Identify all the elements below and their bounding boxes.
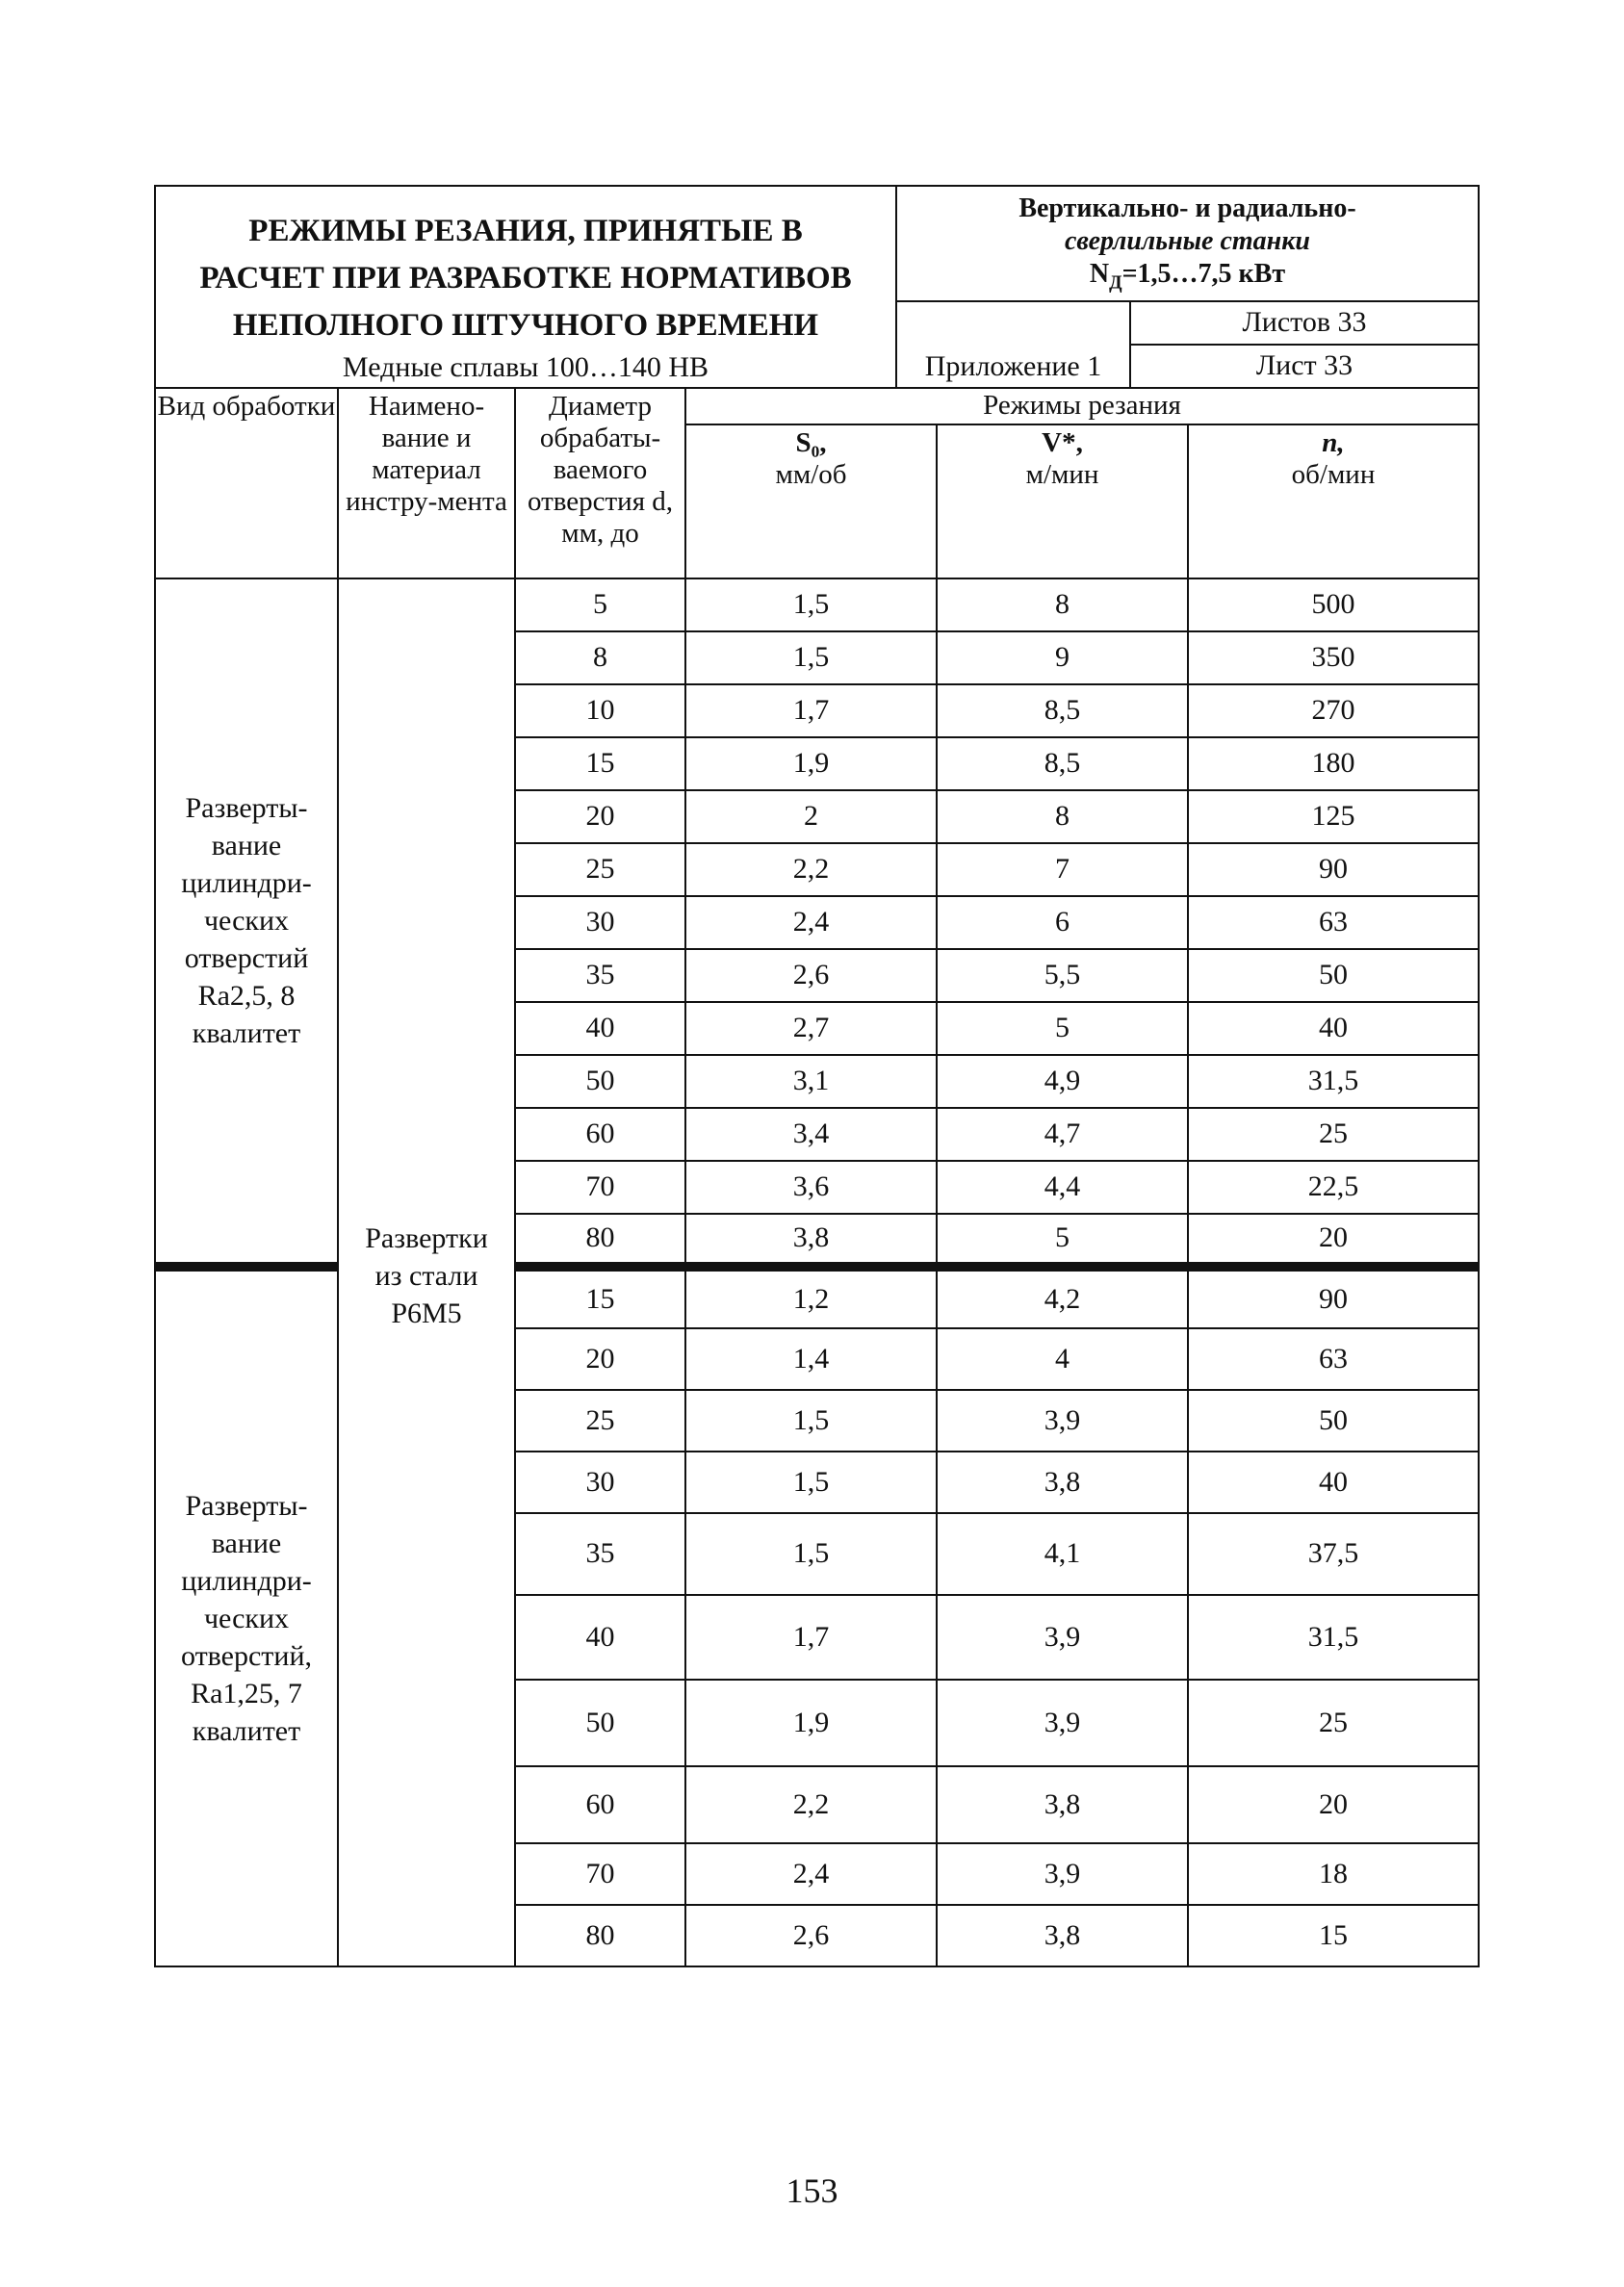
cell-n: 125	[1188, 790, 1479, 843]
cell-d: 10	[515, 684, 685, 737]
cell-v: 5	[937, 1002, 1188, 1055]
col-speed	[937, 424, 1188, 578]
cell-v: 8	[937, 578, 1188, 631]
cell-v: 5,5	[937, 949, 1188, 1002]
cell-s: 1,9	[685, 737, 937, 790]
table-row	[155, 578, 1479, 631]
machine-line-2: сверлильные станки	[1065, 226, 1310, 256]
table-body	[155, 578, 1479, 1966]
cell-n: 270	[1188, 684, 1479, 737]
cell-n: 37,5	[1188, 1513, 1479, 1595]
cell-s: 1,5	[685, 1452, 937, 1513]
cell-n: 22,5	[1188, 1161, 1479, 1214]
cell-v: 4,2	[937, 1267, 1188, 1328]
rpm-symbol: n,	[1322, 426, 1345, 458]
appendix-label: Приложение 1	[896, 301, 1130, 388]
col-operation: Вид обработки	[155, 388, 338, 578]
cell-v: 3,9	[937, 1843, 1188, 1905]
cell-s: 1,2	[685, 1267, 937, 1328]
cell-d: 70	[515, 1161, 685, 1214]
title-line-3: НЕПОЛНОГО ШТУЧНОГО ВРЕМЕНИ	[232, 308, 819, 343]
cell-s: 2,6	[685, 949, 937, 1002]
cell-v: 3,9	[937, 1390, 1188, 1452]
cutting-modes-sheet	[154, 185, 1478, 1967]
cell-n: 500	[1188, 578, 1479, 631]
cell-d: 60	[515, 1108, 685, 1161]
cell-d: 30	[515, 1452, 685, 1513]
cell-s: 1,7	[685, 1595, 937, 1680]
cell-v: 3,8	[937, 1766, 1188, 1843]
cell-d: 30	[515, 896, 685, 949]
cell-d: 40	[515, 1595, 685, 1680]
cell-d: 25	[515, 843, 685, 896]
sheet-number: Лист 33	[1130, 345, 1479, 388]
operation-label: Разверты-вание цилиндри-ческих отверстий, Ra1,25, 7 квалитет	[155, 1267, 338, 1966]
cell-d: 35	[515, 1513, 685, 1595]
cell-s: 1,4	[685, 1328, 937, 1390]
cell-v: 3,8	[937, 1452, 1188, 1513]
cell-d: 5	[515, 578, 685, 631]
cell-s: 3,1	[685, 1055, 937, 1108]
cell-v: 3,9	[937, 1595, 1188, 1680]
cell-n: 25	[1188, 1108, 1479, 1161]
cell-s: 1,9	[685, 1680, 937, 1766]
cell-s: 1,5	[685, 1390, 937, 1452]
col-diameter: Диаметр обрабаты-ваемого отверстия d, мм, до	[515, 388, 685, 578]
sheets-total: Листов 33	[1130, 301, 1479, 345]
cell-v: 4,9	[937, 1055, 1188, 1108]
cell-s: 2,6	[685, 1905, 937, 1966]
cell-n: 31,5	[1188, 1055, 1479, 1108]
cell-s: 2,4	[685, 1843, 937, 1905]
feed-symbol: S₀,	[795, 426, 827, 458]
col-modes: Режимы резания	[685, 388, 1479, 424]
cell-d: 50	[515, 1680, 685, 1766]
cell-d: 40	[515, 1002, 685, 1055]
cell-d: 20	[515, 1328, 685, 1390]
cell-d: 70	[515, 1843, 685, 1905]
page-number: 153	[786, 2171, 838, 2210]
cell-d: 15	[515, 1267, 685, 1328]
cell-s: 1,5	[685, 1513, 937, 1595]
cell-v: 8	[937, 790, 1188, 843]
machine-line-1: Вертикально- и радиально-	[1018, 193, 1356, 223]
cell-n: 20	[1188, 1214, 1479, 1267]
cell-d: 80	[515, 1214, 685, 1267]
cell-v: 3,9	[937, 1680, 1188, 1766]
cell-n: 31,5	[1188, 1595, 1479, 1680]
speed-symbol: V*,	[1042, 426, 1083, 458]
cell-n: 40	[1188, 1002, 1479, 1055]
cell-n: 63	[1188, 1328, 1479, 1390]
cell-d: 60	[515, 1766, 685, 1843]
cell-n: 180	[1188, 737, 1479, 790]
cell-d: 50	[515, 1055, 685, 1108]
operation-label: Разверты-вание цилиндри-ческих отверстий Ra2,5, 8 квалитет	[155, 578, 338, 1267]
cell-v: 4,1	[937, 1513, 1188, 1595]
col-tool: Наимено-вание и материал инстру-мента	[338, 388, 515, 578]
cell-n: 63	[1188, 896, 1479, 949]
cell-n: 15	[1188, 1905, 1479, 1966]
cell-s: 1,5	[685, 578, 937, 631]
feed-unit: мм/об	[775, 458, 847, 490]
cell-v: 6	[937, 896, 1188, 949]
cell-s: 1,7	[685, 684, 937, 737]
cell-s: 1,5	[685, 631, 937, 684]
cell-d: 25	[515, 1390, 685, 1452]
cell-v: 5	[937, 1214, 1188, 1267]
cell-s: 2,2	[685, 1766, 937, 1843]
cell-v: 4,4	[937, 1161, 1188, 1214]
title-line-1: РЕЖИМЫ РЕЗАНИЯ, ПРИНЯТЫЕ В	[248, 214, 803, 248]
cell-d: 8	[515, 631, 685, 684]
cell-v: 8,5	[937, 684, 1188, 737]
cell-s: 2,4	[685, 896, 937, 949]
cell-s: 3,8	[685, 1214, 937, 1267]
cell-v: 7	[937, 843, 1188, 896]
cell-n: 20	[1188, 1766, 1479, 1843]
document-title	[155, 186, 896, 388]
cell-n: 50	[1188, 1390, 1479, 1452]
col-feed	[685, 424, 937, 578]
modes-table	[154, 387, 1480, 1967]
material-spec: Медные сплавы 100…140 НВ	[342, 351, 709, 383]
cell-s: 2,2	[685, 843, 937, 896]
tool-label: Развертки из стали Р6М5	[338, 578, 515, 1966]
cell-d: 15	[515, 737, 685, 790]
cell-v: 4	[937, 1328, 1188, 1390]
machine-type	[896, 186, 1479, 301]
cell-n: 90	[1188, 1267, 1479, 1328]
cell-s: 3,6	[685, 1161, 937, 1214]
cell-n: 350	[1188, 631, 1479, 684]
cell-d: 35	[515, 949, 685, 1002]
cell-n: 18	[1188, 1843, 1479, 1905]
cell-n: 40	[1188, 1452, 1479, 1513]
cell-v: 4,7	[937, 1108, 1188, 1161]
header-table	[154, 185, 1480, 389]
cell-n: 50	[1188, 949, 1479, 1002]
cell-s: 2,7	[685, 1002, 937, 1055]
cell-d: 20	[515, 790, 685, 843]
col-rpm	[1188, 424, 1479, 578]
cell-s: 2	[685, 790, 937, 843]
cell-s: 3,4	[685, 1108, 937, 1161]
speed-unit: м/мин	[1025, 458, 1099, 490]
cell-v: 3,8	[937, 1905, 1188, 1966]
title-line-2: РАСЧЕТ ПРИ РАЗРАБОТКЕ НОРМАТИВОВ	[199, 261, 852, 296]
power-range: $N_Д=1,5\dots 7,5$ кВт	[1089, 259, 1286, 294]
rpm-unit: об/мин	[1291, 458, 1376, 490]
cell-v: 9	[937, 631, 1188, 684]
cell-n: 25	[1188, 1680, 1479, 1766]
cell-d: 80	[515, 1905, 685, 1966]
cell-v: 8,5	[937, 737, 1188, 790]
cell-n: 90	[1188, 843, 1479, 896]
